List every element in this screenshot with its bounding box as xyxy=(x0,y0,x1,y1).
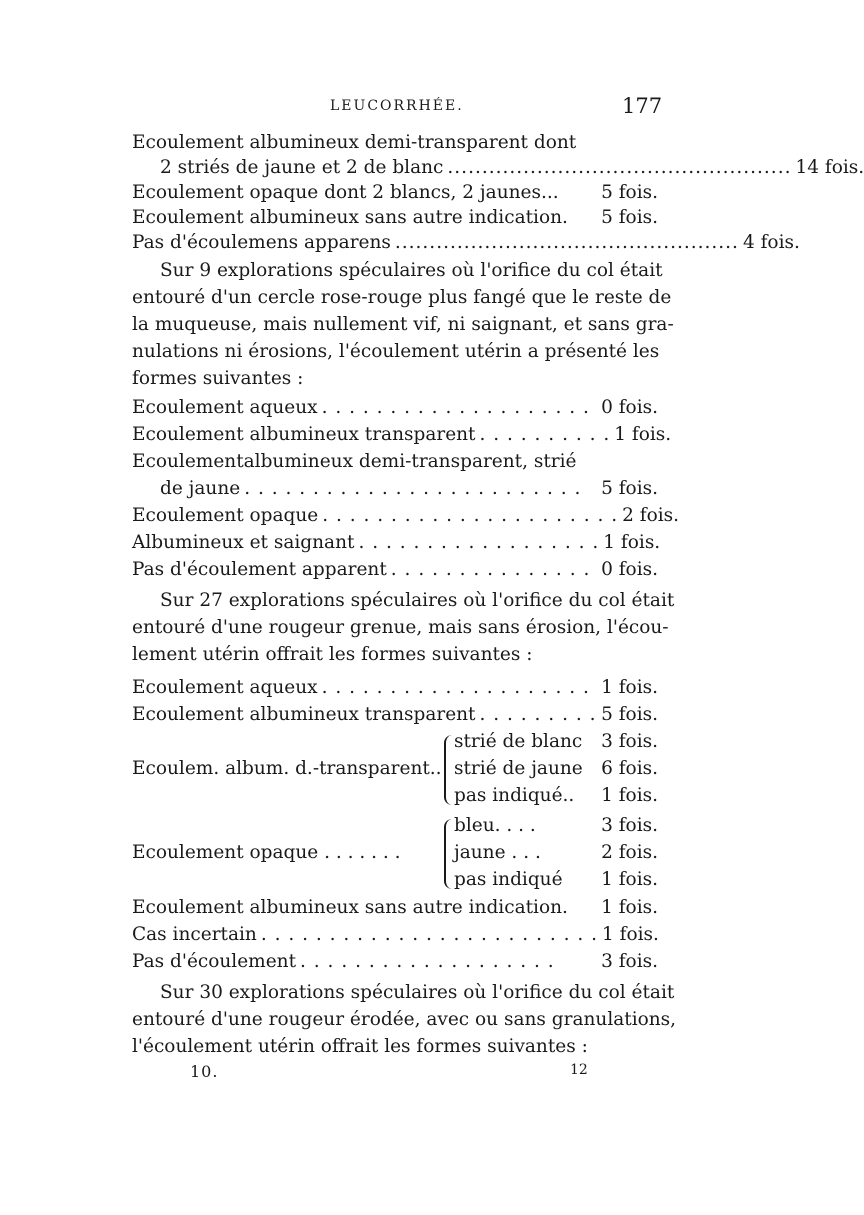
entry-count: 1 fois. xyxy=(614,424,672,445)
paragraph-line: Sur 30 explorations spéculaires où l'orifice du col était xyxy=(160,982,675,1003)
group-sub-count: 3 fois. xyxy=(601,815,658,836)
entry-count: 1 fois. xyxy=(602,924,659,945)
paragraph-line: Sur 9 explorations spéculaires où l'orifice du col était xyxy=(160,260,663,281)
block3-entry xyxy=(132,704,658,726)
group-sub-label: pas indiqué.. xyxy=(454,785,575,806)
entry-label: 2 striés de jaune et 2 de blanc xyxy=(160,157,444,178)
entry-label: Ecoulement aqueux xyxy=(132,397,318,418)
leader-dots: .................................................. xyxy=(394,232,739,253)
entry-count: 14 fois. xyxy=(795,157,864,178)
brace-mark xyxy=(444,735,454,805)
block1-entry xyxy=(132,182,658,204)
entry-count: 4 fois. xyxy=(742,232,800,253)
block2-entry xyxy=(132,532,661,554)
block3-entry xyxy=(132,951,658,973)
entry-label: Ecoulement opaque dont 2 blancs, 2 jaunes... xyxy=(132,182,559,203)
page-number: 177 xyxy=(622,94,663,118)
entry-count: 5 fois. xyxy=(601,182,658,203)
entry-label: Pas d'écoulement xyxy=(132,951,297,972)
paragraph-line: l'écoulement utérin offrait les formes suivantes : xyxy=(132,1036,588,1057)
block1-entry xyxy=(160,157,864,179)
block3-entry xyxy=(132,677,658,699)
entry-label: Ecoulement opaque xyxy=(132,505,319,526)
entry-label: Ecoulement albumineux sans autre indication. xyxy=(132,897,568,918)
entry-label: Pas d'écoulement apparent xyxy=(132,559,387,580)
entry-count: 5 fois. xyxy=(601,704,658,725)
paragraph-line: entouré d'une rougeur érodée, avec ou sans granulations, xyxy=(132,1009,677,1030)
sheet-number: 12 xyxy=(570,1062,588,1078)
paragraph-line: formes suivantes : xyxy=(132,368,304,389)
entry-label: Pas d'écoulemens apparens xyxy=(132,232,391,253)
brace-mark xyxy=(444,819,454,889)
entry-label: Cas incertain xyxy=(132,924,257,945)
group-label: Ecoulem. album. d.-transparent.. xyxy=(132,758,442,779)
brace-group-opaque xyxy=(132,815,658,896)
entry-count: 5 fois. xyxy=(601,478,658,499)
paragraph-line: entouré d'une rougeur grenue, mais sans érosion, l'écou- xyxy=(132,617,669,638)
paragraph-line: la muqueuse, mais nullement vif, ni saignant, et sans gra- xyxy=(132,314,674,335)
entry-label: Albumineux et saignant xyxy=(132,532,355,553)
block2-entry xyxy=(132,397,658,419)
entry-label: Ecoulement albumineux transparent xyxy=(132,424,476,445)
group-sub-label: bleu. . . . xyxy=(454,815,536,836)
group-label: Ecoulement opaque . . . . . . . xyxy=(132,842,401,863)
leader-dots: . . . . . . . . . . . . . . . . . . . . xyxy=(321,397,590,418)
group-sub-label: strié de blanc xyxy=(454,731,583,752)
entry-label: Ecoulement albumineux transparent xyxy=(132,704,476,725)
paragraph-line: nulations ni érosions, l'écoulement utérin a présenté les xyxy=(132,341,660,362)
leader-dots: . . . . . . . . . . . . . . . . . . . . . . . . . xyxy=(260,924,598,945)
running-header: LEUCORRHÉE. xyxy=(330,98,464,114)
block1-entry xyxy=(132,207,658,229)
signature-mark: 10. xyxy=(190,1062,219,1081)
leader-dots: . . . . . . . . . . xyxy=(479,424,611,445)
entry-label: Ecoulement aqueux xyxy=(132,677,318,698)
block2-entry xyxy=(132,424,672,446)
group-sub-label: jaune . . . xyxy=(454,842,541,863)
group-sub-count: 6 fois. xyxy=(601,758,658,779)
entry-count: 3 fois. xyxy=(601,951,658,972)
entry-count: 5 fois. xyxy=(601,207,658,228)
brace-group-album xyxy=(132,731,658,812)
leader-dots: . . . . . . . . . . . . . . . . . . xyxy=(358,532,600,553)
leader-dots: . . . . . . . . . . . . . . . . . . . . xyxy=(321,677,590,698)
group-sub-label: pas indiqué xyxy=(454,869,563,890)
group-sub-count: 3 fois. xyxy=(601,731,658,752)
paragraph-line: entouré d'un cercle rose-rouge plus fangé que le reste de xyxy=(132,287,672,308)
group-sub-count: 1 fois. xyxy=(601,869,658,890)
entry-count: 0 fois. xyxy=(601,559,658,580)
leader-dots: . . . . . . . . . . . . . . . . . . . . . . xyxy=(322,505,619,526)
entry-count: 1 fois. xyxy=(601,677,658,698)
entry-count: 2 fois. xyxy=(622,505,680,526)
leader-dots: . . . . . . . . . . . . . . . . . . . xyxy=(300,951,555,972)
entry-count: 0 fois. xyxy=(601,397,658,418)
block3-entry xyxy=(132,924,658,946)
leader-dots: . . . . . . . . . . . . . . . . . . . . . . . . . xyxy=(244,478,582,499)
entry-count: 1 fois. xyxy=(603,532,661,553)
block2-entry xyxy=(160,478,658,500)
block2-entry xyxy=(132,559,658,581)
block2-entry xyxy=(132,505,680,527)
group-sub-count: 2 fois. xyxy=(601,842,658,863)
leader-dots: . . . . . . . . . xyxy=(479,704,597,725)
group-sub-count: 1 fois. xyxy=(601,785,658,806)
entry-label: de jaune xyxy=(160,478,241,499)
paragraph-line: lement utérin offrait les formes suivantes : xyxy=(132,644,533,665)
group-sub-text: jaune xyxy=(454,842,506,863)
entry-count: 1 fois. xyxy=(601,897,658,918)
group-sub-text: bleu xyxy=(454,815,495,836)
group-sub-label: strié de jaune xyxy=(454,758,583,779)
entry-label: Ecoulement albumineux sans autre indication. xyxy=(132,207,568,228)
paragraph-line: Sur 27 explorations spéculaires où l'orifice du col était xyxy=(160,590,675,611)
leader-dots: .................................................. xyxy=(447,157,792,178)
block1-entry xyxy=(132,232,800,254)
group-label-text: Ecoulement opaque xyxy=(132,842,319,863)
block3-entry xyxy=(132,897,658,919)
leader-dots: . . . . . . . . . . . . . . . xyxy=(390,559,591,580)
block2-entry: Ecoulementalbumineux demi-transparent, strié xyxy=(132,451,577,472)
block1-intro: Ecoulement albumineux demi-transparent dont xyxy=(132,132,577,153)
